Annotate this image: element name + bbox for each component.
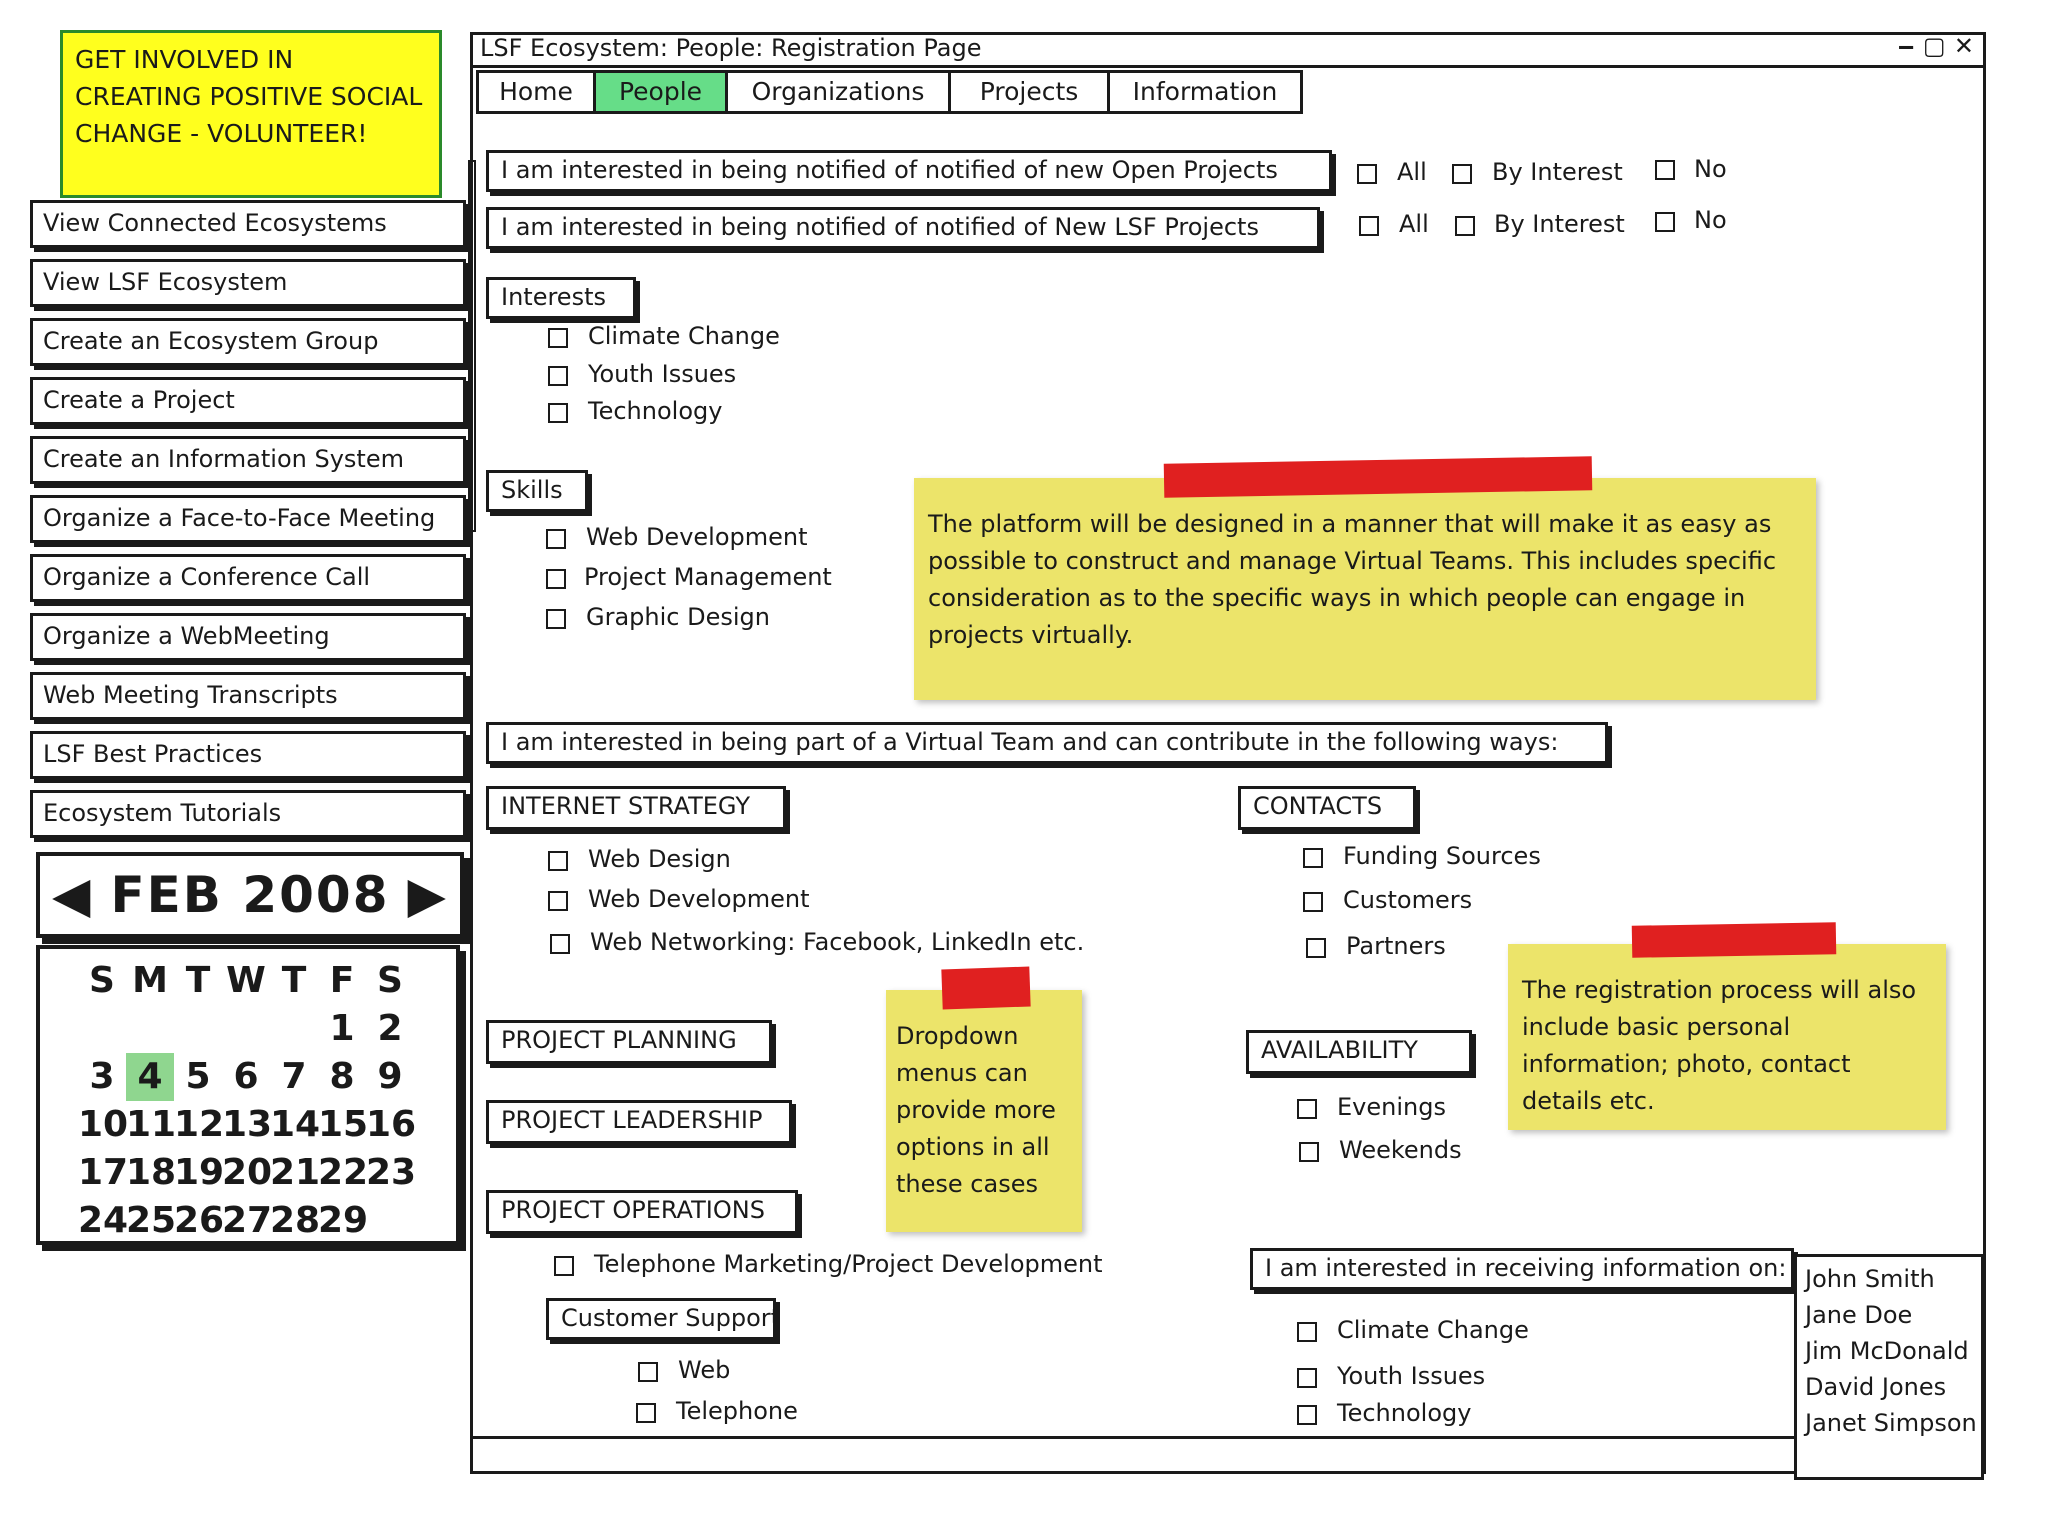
- receive-info-label: I am interested in receiving information on:: [1250, 1248, 1794, 1290]
- project-planning-heading[interactable]: PROJECT PLANNING: [486, 1020, 772, 1064]
- receive-youth-issues-checkbox[interactable]: [1297, 1368, 1317, 1388]
- internet-web-design-label: Web Design: [588, 845, 731, 873]
- list-item[interactable]: John Smith: [1805, 1265, 1935, 1293]
- sidebar-item-ecosystem-tutorials[interactable]: Ecosystem Tutorials: [30, 790, 466, 838]
- calendar-day[interactable]: 28: [270, 1200, 321, 1241]
- support-telephone-checkbox[interactable]: [636, 1403, 656, 1423]
- internet-web-networking-checkbox[interactable]: [550, 934, 570, 954]
- people-list[interactable]: [1794, 1254, 1984, 1480]
- notify-open-no-checkbox[interactable]: [1655, 160, 1675, 180]
- calendar-day[interactable]: 2: [377, 1008, 403, 1049]
- receive-climate-change-checkbox[interactable]: [1297, 1322, 1317, 1342]
- calendar-day[interactable]: 26: [174, 1200, 225, 1241]
- calendar-day[interactable]: 21: [270, 1152, 321, 1193]
- sidebar-item-create-information-system[interactable]: Create an Information System: [30, 436, 466, 484]
- calendar-day[interactable]: 5: [185, 1056, 211, 1097]
- calendar-empty-cell: [174, 1005, 222, 1053]
- list-item[interactable]: Jim McDonald: [1805, 1337, 1969, 1365]
- virtual-team-label: I am interested in being part of a Virtual Team and can contribute in the following ways:: [486, 722, 1608, 764]
- status-bar: [470, 1436, 1796, 1474]
- contacts-heading[interactable]: CONTACTS: [1238, 786, 1416, 830]
- calendar-weekday: S: [377, 960, 403, 1001]
- interests-heading: Interests: [486, 277, 636, 319]
- notify-lsf-all-label: All: [1399, 210, 1429, 238]
- volunteer-banner[interactable]: GET INVOLVED IN CREATING POSITIVE SOCIAL CHANGE - VOLUNTEER!: [60, 30, 442, 198]
- calendar-weekday: T: [185, 960, 211, 1001]
- notify-open-interest-label: By Interest: [1492, 158, 1623, 186]
- calendar-weekday: M: [132, 960, 168, 1001]
- support-web-label: Web: [678, 1356, 731, 1384]
- note-platform: The platform will be designed in a manner that will make it as easy as possible to construct and manage Virtual Teams. This includes specific consideration as to the specific ways in which people can engage in projects virtually.: [914, 478, 1816, 700]
- calendar-day[interactable]: 4: [126, 1053, 174, 1101]
- calendar-empty-cell: [126, 1005, 174, 1053]
- calendar-day[interactable]: 8: [329, 1056, 355, 1097]
- calendar-day[interactable]: 6: [233, 1056, 259, 1097]
- calendar-month-label: FEB 2008: [110, 866, 390, 924]
- calendar-weekday: T: [281, 960, 307, 1001]
- sidebar-item-create-ecosystem-group[interactable]: Create an Ecosystem Group: [30, 318, 466, 366]
- calendar-week-row: [78, 1197, 418, 1245]
- calendar-day[interactable]: 1: [329, 1008, 355, 1049]
- calendar-day[interactable]: 17: [78, 1152, 129, 1193]
- notify-lsf-interest-checkbox[interactable]: [1455, 216, 1475, 236]
- receive-youth-issues-label: Youth Issues: [1337, 1362, 1486, 1390]
- calendar-empty-cell: [78, 1005, 126, 1053]
- internet-web-networking-label: Web Networking: Facebook, LinkedIn etc.: [590, 928, 1085, 956]
- contact-customers-label: Customers: [1343, 886, 1473, 914]
- calendar-header: [36, 852, 464, 938]
- calendar-day[interactable]: 11: [126, 1104, 177, 1145]
- availability-evenings-label: Evenings: [1337, 1093, 1446, 1121]
- sidebar-item-organize-face-to-face[interactable]: Organize a Face-to-Face Meeting: [30, 495, 466, 543]
- support-web-checkbox[interactable]: [638, 1362, 658, 1382]
- calendar-day[interactable]: 27: [222, 1200, 273, 1241]
- availability-heading[interactable]: AVAILABILITY: [1246, 1030, 1472, 1074]
- project-operations-heading[interactable]: PROJECT OPERATIONS: [486, 1190, 798, 1234]
- calendar-empty-cell: [270, 1005, 318, 1053]
- calendar-day[interactable]: 25: [126, 1200, 177, 1241]
- interest-climate-change-checkbox[interactable]: [548, 328, 568, 348]
- calendar-day[interactable]: 15: [318, 1104, 369, 1145]
- receive-technology-checkbox[interactable]: [1297, 1405, 1317, 1425]
- tab-projects[interactable]: Projects: [948, 70, 1110, 114]
- project-leadership-heading[interactable]: PROJECT LEADERSHIP: [486, 1100, 792, 1144]
- calendar-weekday: W: [226, 960, 266, 1001]
- tab-people[interactable]: People: [593, 70, 728, 114]
- internet-web-design-checkbox[interactable]: [548, 851, 568, 871]
- list-item[interactable]: David Jones: [1805, 1373, 1947, 1401]
- title-bar: [470, 32, 1986, 68]
- calendar-week-row: [78, 1149, 418, 1197]
- tab-information[interactable]: Information: [1107, 70, 1303, 114]
- list-item[interactable]: Jane Doe: [1805, 1301, 1913, 1329]
- notify-lsf-projects-label: I am interested in being notified of notified of New LSF Projects: [486, 207, 1320, 249]
- calendar-day[interactable]: 12: [174, 1104, 225, 1145]
- calendar-weekday: S: [89, 960, 115, 1001]
- telephone-marketing-checkbox[interactable]: [554, 1256, 574, 1276]
- receive-technology-label: Technology: [1337, 1399, 1472, 1427]
- sidebar-item-organize-webmeeting[interactable]: Organize a WebMeeting: [30, 613, 466, 661]
- calendar-day[interactable]: 24: [78, 1200, 129, 1241]
- interest-technology-checkbox[interactable]: [548, 403, 568, 423]
- telephone-marketing-label: Telephone Marketing/Project Development: [594, 1250, 1103, 1278]
- note-registration: The registration process will also include basic personal information; photo, contact details etc.: [1508, 944, 1946, 1130]
- skill-project-management-checkbox[interactable]: [546, 569, 566, 589]
- internet-web-development-checkbox[interactable]: [548, 891, 568, 911]
- notify-open-all-label: All: [1397, 158, 1427, 186]
- sidebar-item-web-meeting-transcripts[interactable]: Web Meeting Transcripts: [30, 672, 466, 720]
- calendar-day[interactable]: 22: [318, 1152, 369, 1193]
- window-title: LSF Ecosystem: People: Registration Page: [480, 34, 982, 62]
- skills-heading: Skills: [486, 470, 588, 512]
- notify-lsf-no-label: No: [1694, 206, 1727, 234]
- notify-open-all-checkbox[interactable]: [1357, 164, 1377, 184]
- skill-graphic-design-label: Graphic Design: [586, 603, 770, 631]
- sidebar-item-lsf-best-practices[interactable]: LSF Best Practices: [30, 731, 466, 779]
- calendar-day[interactable]: 10: [78, 1104, 129, 1145]
- contact-partners-label: Partners: [1346, 932, 1446, 960]
- tab-home[interactable]: Home: [476, 70, 596, 114]
- notify-open-interest-checkbox[interactable]: [1452, 164, 1472, 184]
- interest-climate-change-label: Climate Change: [588, 322, 780, 350]
- calendar-day[interactable]: 14: [270, 1104, 321, 1145]
- notify-open-projects-label: I am interested in being notified of notified of new Open Projects: [486, 150, 1332, 192]
- interest-technology-label: Technology: [588, 397, 723, 425]
- customer-support-heading[interactable]: Customer Support: [546, 1298, 776, 1340]
- note-registration-tape: [1632, 922, 1837, 958]
- sidebar-item-create-project[interactable]: Create a Project: [30, 377, 466, 425]
- availability-weekends-label: Weekends: [1339, 1136, 1462, 1164]
- contact-funding-sources-checkbox[interactable]: [1303, 848, 1323, 868]
- calendar-week-row: [78, 1053, 418, 1101]
- tab-organizations[interactable]: Organizations: [725, 70, 951, 114]
- interest-youth-issues-label: Youth Issues: [588, 360, 737, 388]
- calendar-day[interactable]: 23: [366, 1152, 417, 1193]
- sidebar-item-organize-conference-call[interactable]: Organize a Conference Call: [30, 554, 466, 602]
- calendar-empty-cell: [366, 1197, 414, 1245]
- list-item[interactable]: Janet Simpson: [1805, 1409, 1977, 1437]
- calendar-week-row: [78, 1005, 418, 1053]
- calendar-day[interactable]: 9: [377, 1056, 403, 1097]
- support-telephone-label: Telephone: [676, 1397, 798, 1425]
- calendar-weekday-row: [78, 957, 418, 1005]
- calendar-day[interactable]: 3: [89, 1056, 115, 1097]
- calendar-day[interactable]: 16: [366, 1104, 417, 1145]
- notify-open-no-label: No: [1694, 155, 1727, 183]
- calendar-week-row: [78, 1101, 418, 1149]
- window-controls[interactable]: ‒ ▢ ✕: [1897, 32, 1974, 60]
- contact-partners-checkbox[interactable]: [1306, 938, 1326, 958]
- contact-funding-sources-label: Funding Sources: [1343, 842, 1541, 870]
- internet-strategy-heading[interactable]: INTERNET STRATEGY: [486, 786, 786, 830]
- calendar-weekday: F: [329, 960, 355, 1001]
- calendar-grid: [36, 945, 460, 1245]
- sidebar-item-view-connected-ecosystems[interactable]: View Connected Ecosystems: [30, 200, 466, 248]
- notify-lsf-all-checkbox[interactable]: [1359, 216, 1379, 236]
- calendar-day[interactable]: 19: [174, 1152, 225, 1193]
- skill-graphic-design-checkbox[interactable]: [546, 609, 566, 629]
- notify-lsf-interest-label: By Interest: [1494, 210, 1625, 238]
- calendar-day[interactable]: 29: [318, 1200, 369, 1241]
- calendar-day[interactable]: 18: [126, 1152, 177, 1193]
- sidebar-item-view-lsf-ecosystem[interactable]: View LSF Ecosystem: [30, 259, 466, 307]
- skill-web-development-label: Web Development: [586, 523, 808, 551]
- note-dropdown-tape: [941, 966, 1030, 1009]
- contact-customers-checkbox[interactable]: [1303, 892, 1323, 912]
- calendar-day[interactable]: 13: [222, 1104, 273, 1145]
- receive-climate-change-label: Climate Change: [1337, 1316, 1529, 1344]
- skill-project-management-label: Project Management: [584, 563, 832, 591]
- availability-evenings-checkbox[interactable]: [1297, 1099, 1317, 1119]
- calendar-day[interactable]: 20: [222, 1152, 273, 1193]
- calendar-empty-cell: [222, 1005, 270, 1053]
- internet-web-development-label: Web Development: [588, 885, 810, 913]
- skill-web-development-checkbox[interactable]: [546, 529, 566, 549]
- interest-youth-issues-checkbox[interactable]: [548, 366, 568, 386]
- notify-lsf-no-checkbox[interactable]: [1655, 212, 1675, 232]
- note-dropdown: Dropdown menus can provide more options in all these cases: [886, 990, 1082, 1232]
- calendar-day[interactable]: 7: [281, 1056, 307, 1097]
- availability-weekends-checkbox[interactable]: [1299, 1142, 1319, 1162]
- prev-month-arrow[interactable]: ◀: [52, 866, 93, 924]
- next-month-arrow[interactable]: ▶: [407, 866, 448, 924]
